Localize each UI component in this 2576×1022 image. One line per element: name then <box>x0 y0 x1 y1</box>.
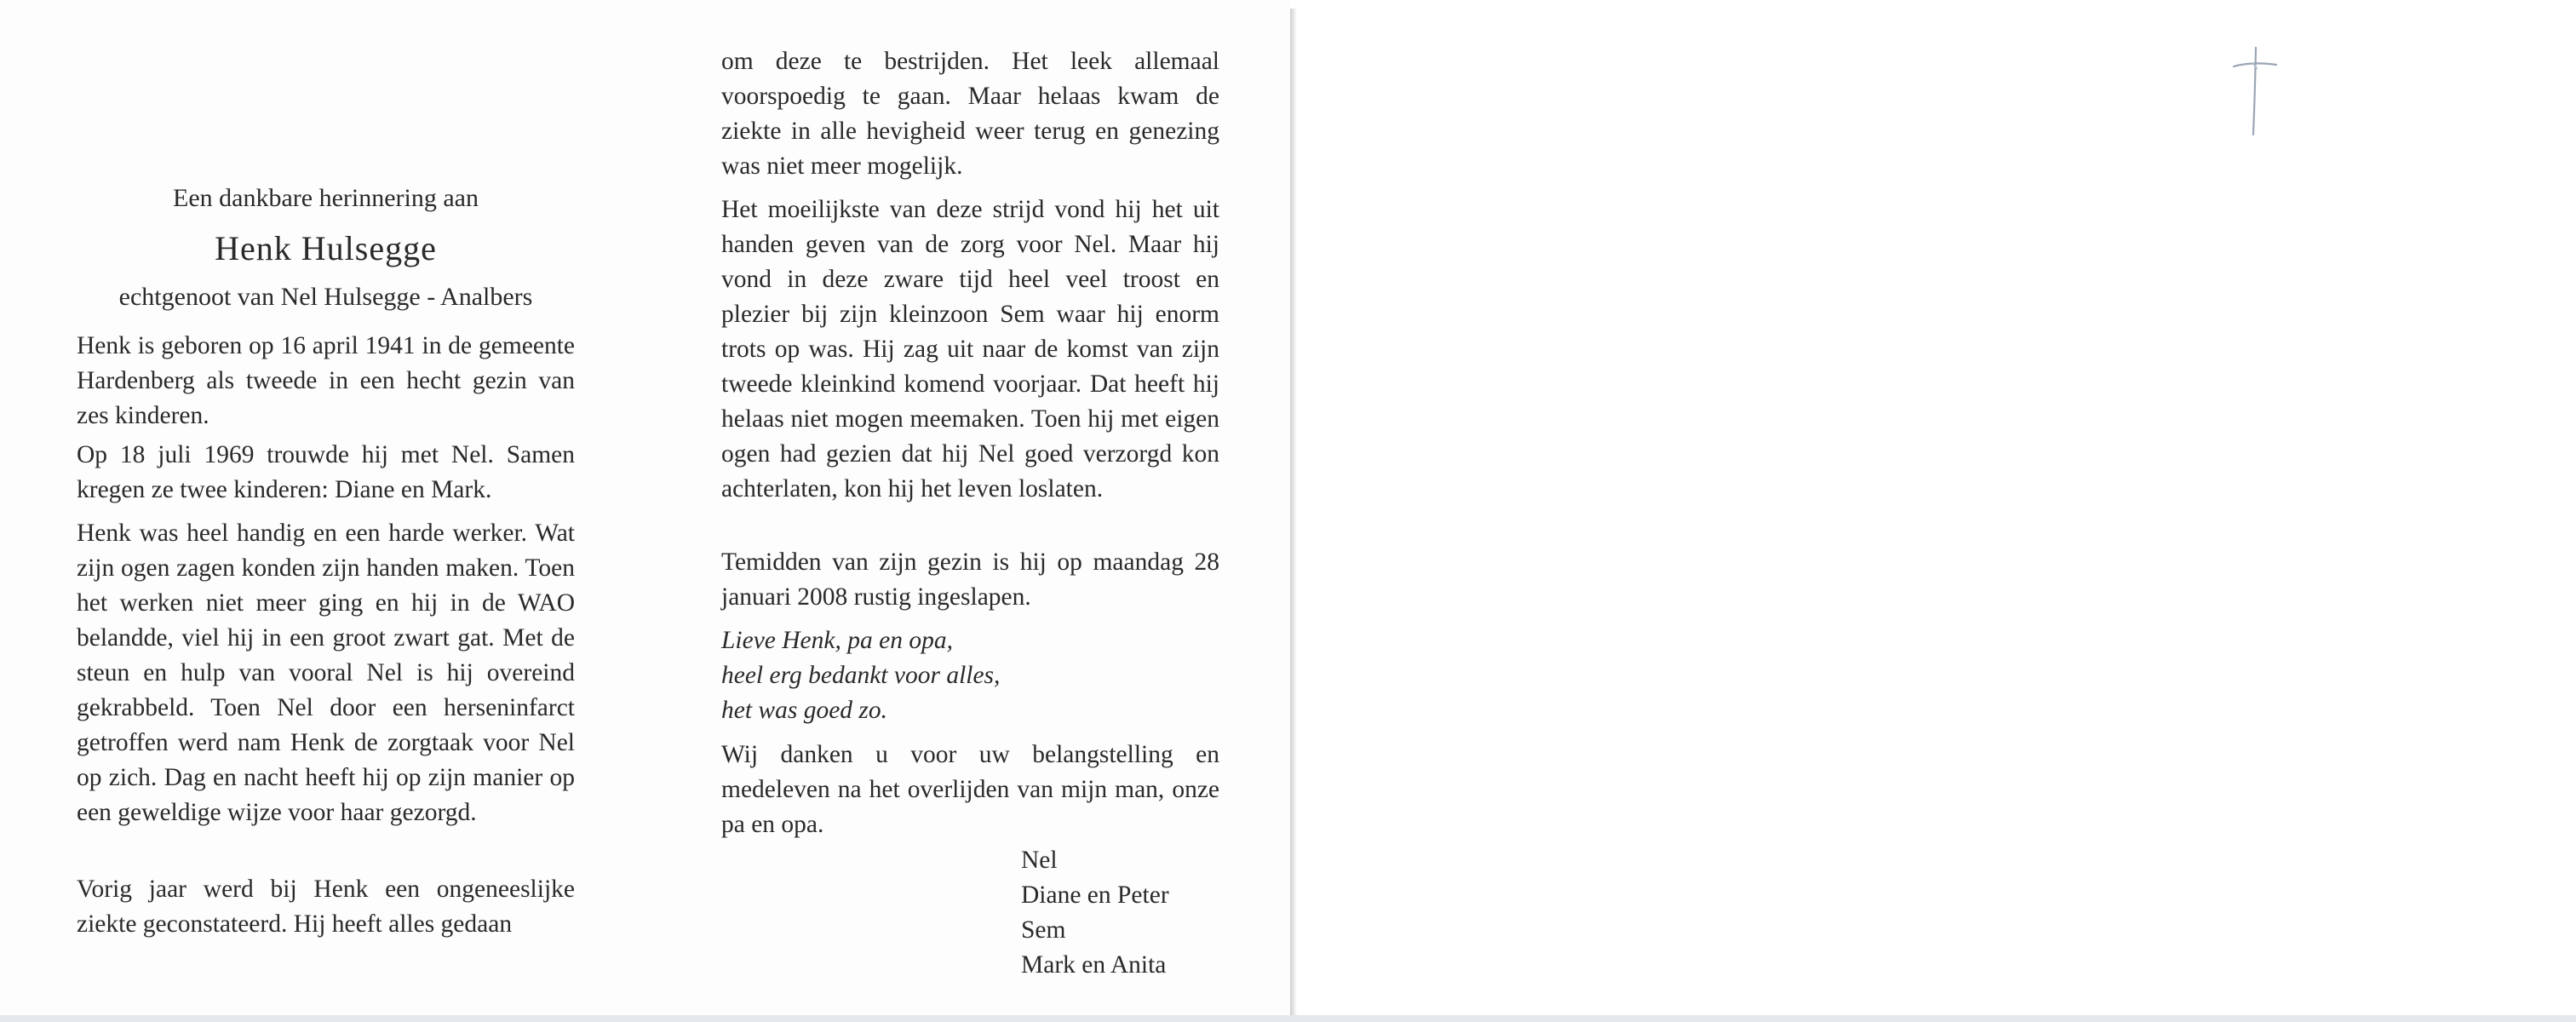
paragraph-thanks: Wij danken u voor uw belangstelling en medeleven na het overlijden van mijn man, onze pa en opa. <box>721 741 1219 838</box>
paragraph-birth: Henk is geboren op 16 april 1941 in de gemeente Hardenberg als tweede in een hecht gezin van zes kinderen. <box>77 332 575 429</box>
deceased-name: Henk Hulsegge <box>215 229 437 267</box>
signature-line: Diane en Peter <box>1021 881 1169 909</box>
verse-line: Lieve Henk, pa en opa, <box>721 627 953 654</box>
cover-page <box>1297 0 2576 1022</box>
scan-edge <box>0 1015 2576 1022</box>
paragraph-care: Het moeilijkste van deze strijd vond hij het uit handen geven van de zorg voor Nel. Maar hij vond in deze zware tijd heel veel troost en plezier bij zijn kleinzoon Sem waar hij enorm trots op was. Hij zag uit naar de komst van zijn tweede kleinkind komend voorjaar. Dat heeft hij helaas niet mogen meemaken. Toen hij met eigen ogen had gezien dat hij Nel goed verzorgd kon achterlaten, kon hij het leven loslaten. <box>721 196 1219 502</box>
signature-line: Nel <box>1021 847 1058 874</box>
verse-line: heel erg bedankt voor alles, <box>721 662 1001 689</box>
paragraph-treatment: om deze te bestrijden. Het leek allemaal voorspoedig te gaan. Maar helaas kwam de ziekte in alle hevigheid weer terug en genezing was niet meer mogelijk. <box>721 48 1219 180</box>
spouse-line: echtgenoot van Nel Hulsegge - Analbers <box>118 283 533 311</box>
signature-line: Sem <box>1021 916 1066 944</box>
paragraph-illness: Vorig jaar werd bij Henk een ongeneeslijke ziekte geconstateerd. Hij heeft alles gedaan <box>77 876 575 938</box>
verse-line: het was goed zo. <box>721 697 888 724</box>
cross-icon <box>2227 43 2286 141</box>
verse <box>721 623 1219 728</box>
paragraph-marriage: Op 18 juli 1969 trouwde hij met Nel. Samen kregen ze twee kinderen: Diane en Mark. <box>77 441 575 503</box>
intro-line: Een dankbare herinnering aan <box>173 184 479 212</box>
paragraph-life: Henk was heel handig en een harde werker. Wat zijn ogen zagen konden zijn handen maken. Toen het werken niet meer ging en hij in de WAO belandde, viel hij in een groot zwart gat. Met de steun en hulp van vooral Nel is hij overeind gekrabbeld. Toen Nel door een herseninfarct getroffen werd nam Henk de zorgtaak voor Nel op zich. Dag en nacht heeft hij op zijn manier op een geweldige wijze voor haar gezorgd. <box>77 520 575 826</box>
signatures <box>721 843 1219 983</box>
signature-line: Mark en Anita <box>1021 951 1167 979</box>
card-fold <box>1290 9 1297 1018</box>
paragraph-passing: Temidden van zijn gezin is hij op maandag 28 januari 2008 rustig ingeslapen. <box>721 548 1219 611</box>
